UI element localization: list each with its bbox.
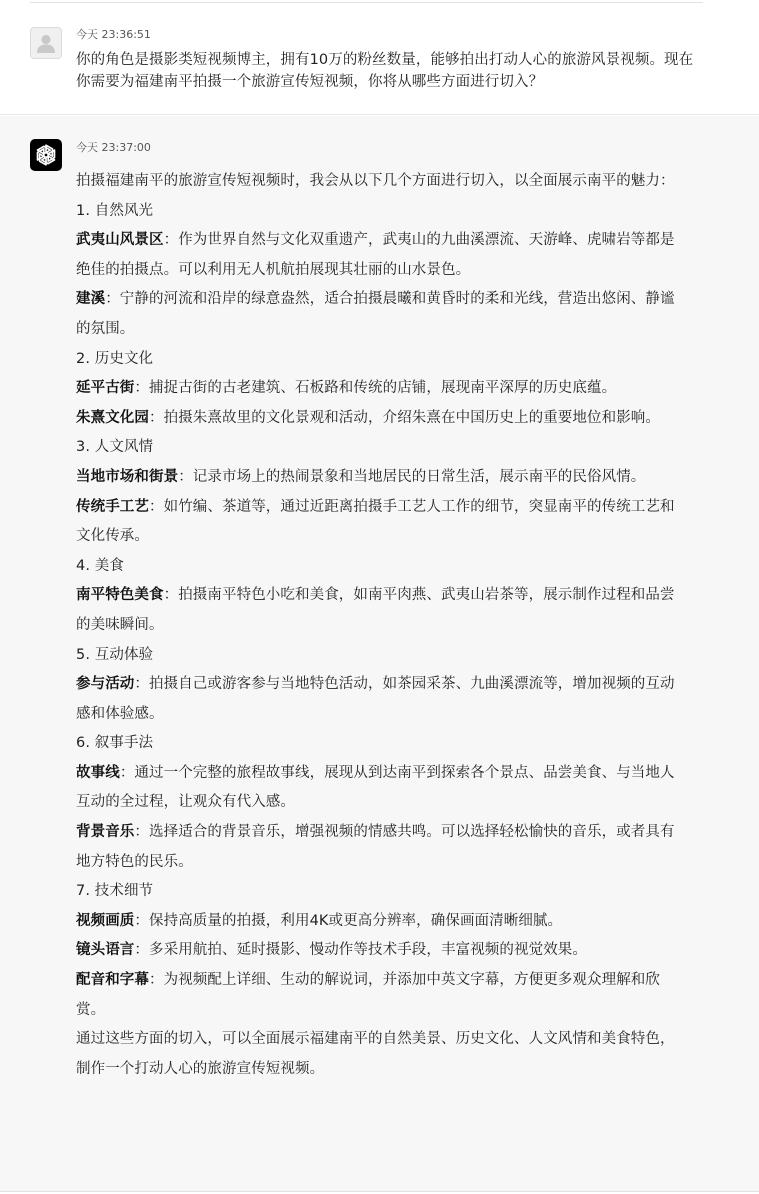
item-term: 武夷山风景区 [76,232,164,249]
list-item [76,818,676,877]
item-desc: ：拍摄南平特色小吃和美食，如南平肉燕、武夷山岩茶等，展示制作过程和品尝的美味瞬间。 [76,587,675,633]
list-item [76,966,676,1025]
section-heading: 5. 互动体验 [76,646,154,663]
conclusion-paragraph: 通过这些方面的切入，可以全面展示福建南平的自然美景、历史文化、人文风情和美食特色，制作一个打动人心的旅游宣传短视频。 [76,1031,675,1077]
user-message-timestamp: 今天 23:36:51 [76,28,151,41]
item-term: 视频画质 [76,912,135,929]
section-heading: 1. 自然风光 [76,202,154,219]
item-desc: ：记录市场上的热闹景象和当地居民的日常生活，展示南平的民俗风情。 [178,468,646,485]
item-desc: ：捕捉古街的古老建筑、石板路和传统的店铺，展现南平深厚的历史底蕴。 [134,380,617,397]
list-item [76,226,676,285]
assistant-message-timestamp: 今天 23:37:00 [76,141,151,154]
item-term: 朱熹文化园 [76,409,149,426]
item-term: 镜头语言 [76,942,135,959]
list-item [76,285,676,344]
section-heading: 6. 叙事手法 [76,735,154,752]
section-heading: 2. 历史文化 [76,350,154,367]
item-term: 当地市场和街景 [76,468,179,485]
section-heading: 7. 技术细节 [76,883,154,900]
intro-paragraph: 拍摄福建南平的旅游宣传短视频时，我会从以下几个方面进行切入，以全面展示南平的魅力： [76,173,675,189]
list-item [76,493,676,552]
item-desc: ：拍摄朱熹故里的文化景观和活动，介绍朱熹在中国历史上的重要地位和影响。 [149,409,660,426]
user-avatar [30,27,62,59]
item-term: 传统手工艺 [76,498,149,515]
item-term: 故事线 [76,764,120,781]
assistant-message [0,116,759,1192]
user-message [0,3,759,115]
item-desc: ：如竹编、茶道等，通过近距离拍摄手工艺人工作的细节，突显南平的传统工艺和文化传承。 [76,498,675,545]
list-item [76,581,676,640]
item-desc: ：多采用航拍、延时摄影、慢动作等技术手段，丰富视频的视觉效果。 [134,942,588,959]
assistant-avatar [30,139,62,171]
item-desc: ：作为世界自然与文化双重遗产，武夷山的九曲溪漂流、天游峰、虎啸岩等都是绝佳的拍摄点。可以利用无人机航拍展现其壮丽的山水景色。 [76,232,675,278]
item-desc: ：选择适合的背景音乐，增强视频的情感共鸣。可以选择轻松愉快的音乐，或者具有地方特色的民乐。 [76,824,675,870]
item-term: 南平特色美食 [76,587,164,604]
openai-logo-icon [30,139,62,171]
item-term: 配音和字幕 [76,972,149,989]
section-heading: 4. 美食 [76,557,124,574]
assistant-message-body [76,167,676,1084]
list-item [76,374,676,404]
item-term: 延平古街 [76,380,135,397]
user-message-text: 你的角色是摄影类短视频博主，拥有10万的粉丝数量，能够拍出打动人心的旅游风景视频。现在你需要为福建南平拍摄一个旅游宣传短视频，你将从哪些方面进行切入？ [76,52,694,90]
list-item [76,936,676,966]
item-desc: ：通过一个完整的旅程故事线，展现从到达南平到探索各个景点、品尝美食、与当地人互动的全过程，让观众有代入感。 [76,764,675,811]
section-heading: 3. 人文风情 [76,439,154,456]
item-term: 建溪 [76,291,106,308]
list-item [76,404,676,434]
list-item [76,463,676,493]
item-desc: ：拍摄自己或游客参与当地特色活动，如茶园采茶、九曲溪漂流等，增加视频的互动感和体验感。 [76,676,675,722]
list-item [76,907,676,937]
user-silhouette-icon [31,28,61,58]
list-item [76,670,676,729]
item-desc: ：保持高质量的拍摄，利用4K或更高分辨率，确保画面清晰细腻。 [134,912,563,929]
item-term: 参与活动 [76,676,135,693]
item-desc: ：为视频配上详细、生动的解说词，并添加中英文字幕，方便更多观众理解和欣赏。 [76,972,660,1018]
list-item [76,759,676,818]
item-term: 背景音乐 [76,824,135,841]
item-desc: ：宁静的河流和沿岸的绿意盎然，适合拍摄晨曦和黄昏时的柔和光线，营造出悠闲、静谧的氛围。 [76,291,675,337]
